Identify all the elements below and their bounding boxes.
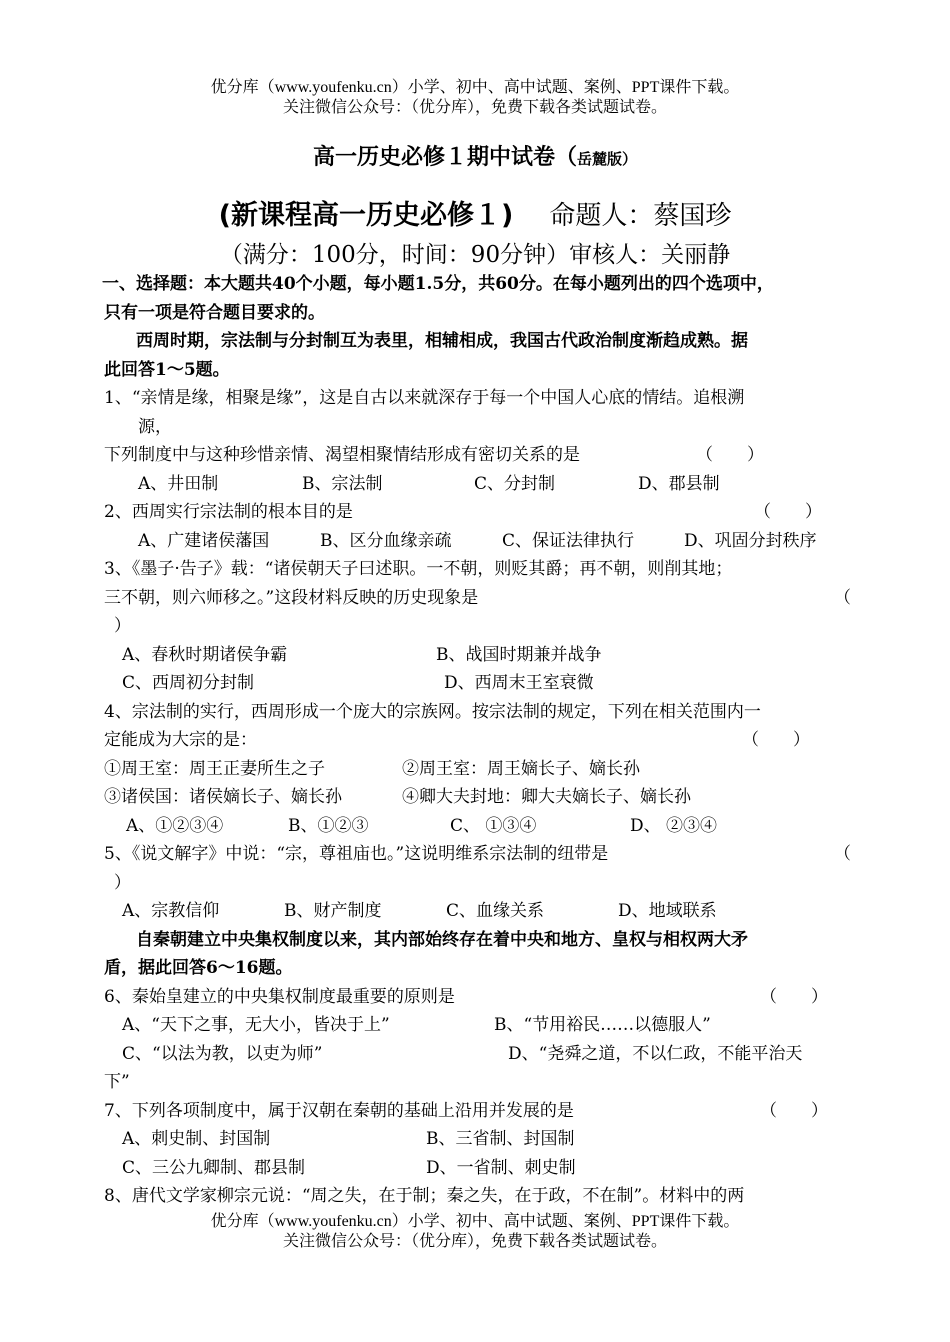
section1-heading-2: 只有一项是符合题目要求的。: [104, 302, 325, 323]
q6-answer-blank: （ ）: [760, 986, 828, 1007]
q2-stem-text: 2、西周实行宗法制的根本目的是: [104, 502, 353, 522]
q7-answer-blank: （ ）: [760, 1100, 828, 1121]
q2-options: [104, 527, 854, 556]
page-header: [0, 78, 950, 118]
q1-options: [104, 470, 854, 499]
q4-options: [104, 812, 854, 841]
q5-option-c: C、血缘关系: [446, 901, 545, 921]
q3-stem-1: 3、《墨子·告子》载：“诸侯朝天子曰述职。一不朝，则贬其爵；再不朝，则削其地；: [104, 559, 733, 579]
q1-stem-3: [104, 441, 854, 470]
exam-content: [104, 270, 854, 1211]
q1-option-c: C、分封制: [474, 473, 556, 494]
q6-options-row-1: [104, 1011, 854, 1040]
q7-options-row-1: [104, 1125, 854, 1154]
section1-heading-1: 一、选择题：本大题共40个小题，每小题1.5分，共60分。在每小题列出的四个选项中，: [102, 274, 774, 294]
q4-item-3: ③诸侯国：诸侯嫡长子、嫡长孙: [104, 787, 342, 807]
section2-intro-2: 盾，据此回答6～16题。: [104, 958, 293, 978]
q4-item-4: ④卿大夫封地：卿大夫嫡长子、嫡长孙: [402, 787, 691, 807]
q3-stem-text: 三不朝，则六师移之。”这段材料反映的历史现象是: [104, 587, 479, 608]
page-footer: [0, 1212, 950, 1252]
q5-option-a: A、宗教信仰: [122, 901, 220, 921]
q1-answer-blank: （ ）: [696, 445, 764, 465]
q4-items-row-1: [104, 755, 854, 784]
q6-options-row-2: [104, 1040, 854, 1069]
q7-option-d: D、一省制、刺史制: [426, 1157, 576, 1178]
q7-option-b: B、三省制、封国制: [426, 1129, 575, 1149]
q5-stem: [104, 840, 854, 869]
exam-subtitle: [0, 193, 950, 232]
author: 命题人：蔡国珍: [549, 201, 732, 231]
exam-title-edition: 岳麓版）: [577, 150, 638, 168]
q3-answer-blank-close: ）: [114, 616, 131, 636]
q6-option-b: B、“节用裕民……以德服人”: [494, 1015, 711, 1035]
header-line-1: 优分库（www.youfenku.cn）小学、初中、高中试题、案例、PPT课件下载。: [210, 79, 740, 96]
q4-item-1: ①周王室：周王正妻所生之子: [104, 758, 325, 779]
footer-line-2: 关注微信公众号：（优分库），免费下载各类试题试卷。: [282, 1233, 667, 1250]
q5-option-b: B、财产制度: [284, 901, 382, 921]
section2-intro-1: 自秦朝建立中央集权制度以来，其内部始终存在着中央和地方、皇权与相权两大矛: [136, 929, 748, 950]
exam-meta: （满分：100分，时间：90分钟）审核人：关丽静: [219, 242, 731, 268]
q5-answer-blank-close: ）: [114, 872, 131, 893]
q4-option-c: C、 ①③④: [450, 815, 537, 836]
q1-option-a: A、井田制: [138, 473, 219, 494]
header-line-2: 关注微信公众号：（优分库），免费下载各类试题试卷。: [282, 99, 667, 116]
q6-option-c: C、“以法为教，以吏为师”: [122, 1043, 323, 1064]
q5-options: [104, 897, 854, 926]
q8-stem-1: 8、唐代文学家柳宗元说：“周之失，在于制；秦之失，在于政，不在制”。材料中的两: [104, 1186, 745, 1206]
q1-stem-1: 1、“亲情是缘，相聚是缘”，这是自古以来就深存于每一个中国人心底的情结。追根溯: [104, 388, 745, 408]
section1-intro-1: 西周时期，宗法制与分封制互为表里，相辅相成，我国古代政治制度渐趋成熟。据: [136, 331, 748, 351]
q2-option-c: C、保证法律执行: [502, 530, 635, 551]
q3-option-d: D、西周末王室衰微: [444, 673, 594, 693]
q7-option-a: A、刺史制、封国制: [122, 1129, 271, 1149]
q3-options-row-2: [104, 669, 854, 698]
q6-option-d: D、“尧舜之道，不以仁政，不能平治天: [508, 1043, 803, 1064]
q5-answer-blank-open: （: [834, 844, 851, 864]
q5-option-d: D、地域联系: [618, 901, 717, 921]
q6-option-d-tail: 下”: [104, 1072, 130, 1092]
q3-answer-blank-open: （: [834, 587, 851, 608]
q7-stem-text: 7、下列各项制度中，属于汉朝在秦朝的基础上沿用并发展的是: [104, 1100, 574, 1121]
q1-stem-text: 下列制度中与这种珍惜亲情、渴望相聚情结形成有密切关系的是: [104, 445, 580, 465]
q4-stem-text: 定能成为大宗的是：: [104, 730, 257, 750]
q5-stem-text: 5、《说文解字》中说：“宗，尊祖庙也。”这说明维系宗法制的纽带是: [104, 844, 609, 864]
q4-items-row-2: [104, 783, 854, 812]
footer-line-1: 优分库（www.youfenku.cn）小学、初中、高中试题、案例、PPT课件下载。: [210, 1213, 740, 1230]
q3-option-c: C、西周初分封制: [122, 673, 255, 693]
q4-answer-blank: （ ）: [742, 730, 810, 750]
q4-stem-2: [104, 726, 854, 755]
q2-option-b: B、区分血缘亲疏: [320, 530, 452, 551]
q1-option-d: D、郡县制: [638, 473, 720, 494]
q7-option-c: C、三公九卿制、郡县制: [122, 1157, 306, 1178]
course-name: (新课程高一历史必修１): [218, 200, 514, 231]
q4-item-2: ②周王室：周王嫡长子、嫡长孙: [402, 758, 640, 779]
q4-option-a: A、①②③④: [126, 815, 224, 836]
q4-option-b: B、①②③: [288, 815, 369, 836]
q2-stem: [104, 498, 854, 527]
q2-option-d: D、巩固分封秩序: [684, 530, 817, 551]
q4-option-d: D、 ②③④: [630, 815, 718, 836]
q3-option-b: B、战国时期兼并战争: [436, 644, 602, 665]
q7-options-row-2: [104, 1154, 854, 1183]
exam-title-main: 高一历史必修１期中试卷（: [312, 145, 577, 170]
q6-stem: [104, 983, 854, 1012]
exam-title: [0, 140, 950, 171]
q3-option-a: A、春秋时期诸侯争霸: [122, 644, 288, 665]
section1-intro-2: 此回答1～5题。: [104, 359, 230, 380]
q1-stem-2: 源，: [138, 416, 172, 437]
q4-stem-1: 4、宗法制的实行，西周形成一个庞大的宗族网。按宗法制的规定，下列在相关范围内一: [104, 701, 761, 722]
q7-stem: [104, 1097, 854, 1126]
q3-stem-2: [104, 584, 854, 613]
q1-option-b: B、宗法制: [302, 473, 383, 494]
q6-stem-text: 6、秦始皇建立的中央集权制度最重要的原则是: [104, 986, 455, 1007]
q2-option-a: A、广建诸侯藩国: [138, 530, 270, 551]
q2-answer-blank: （ ）: [754, 502, 822, 522]
q3-options-row-1: [104, 641, 854, 670]
q6-option-a: A、“天下之事，无大小，皆决于上”: [122, 1015, 390, 1035]
